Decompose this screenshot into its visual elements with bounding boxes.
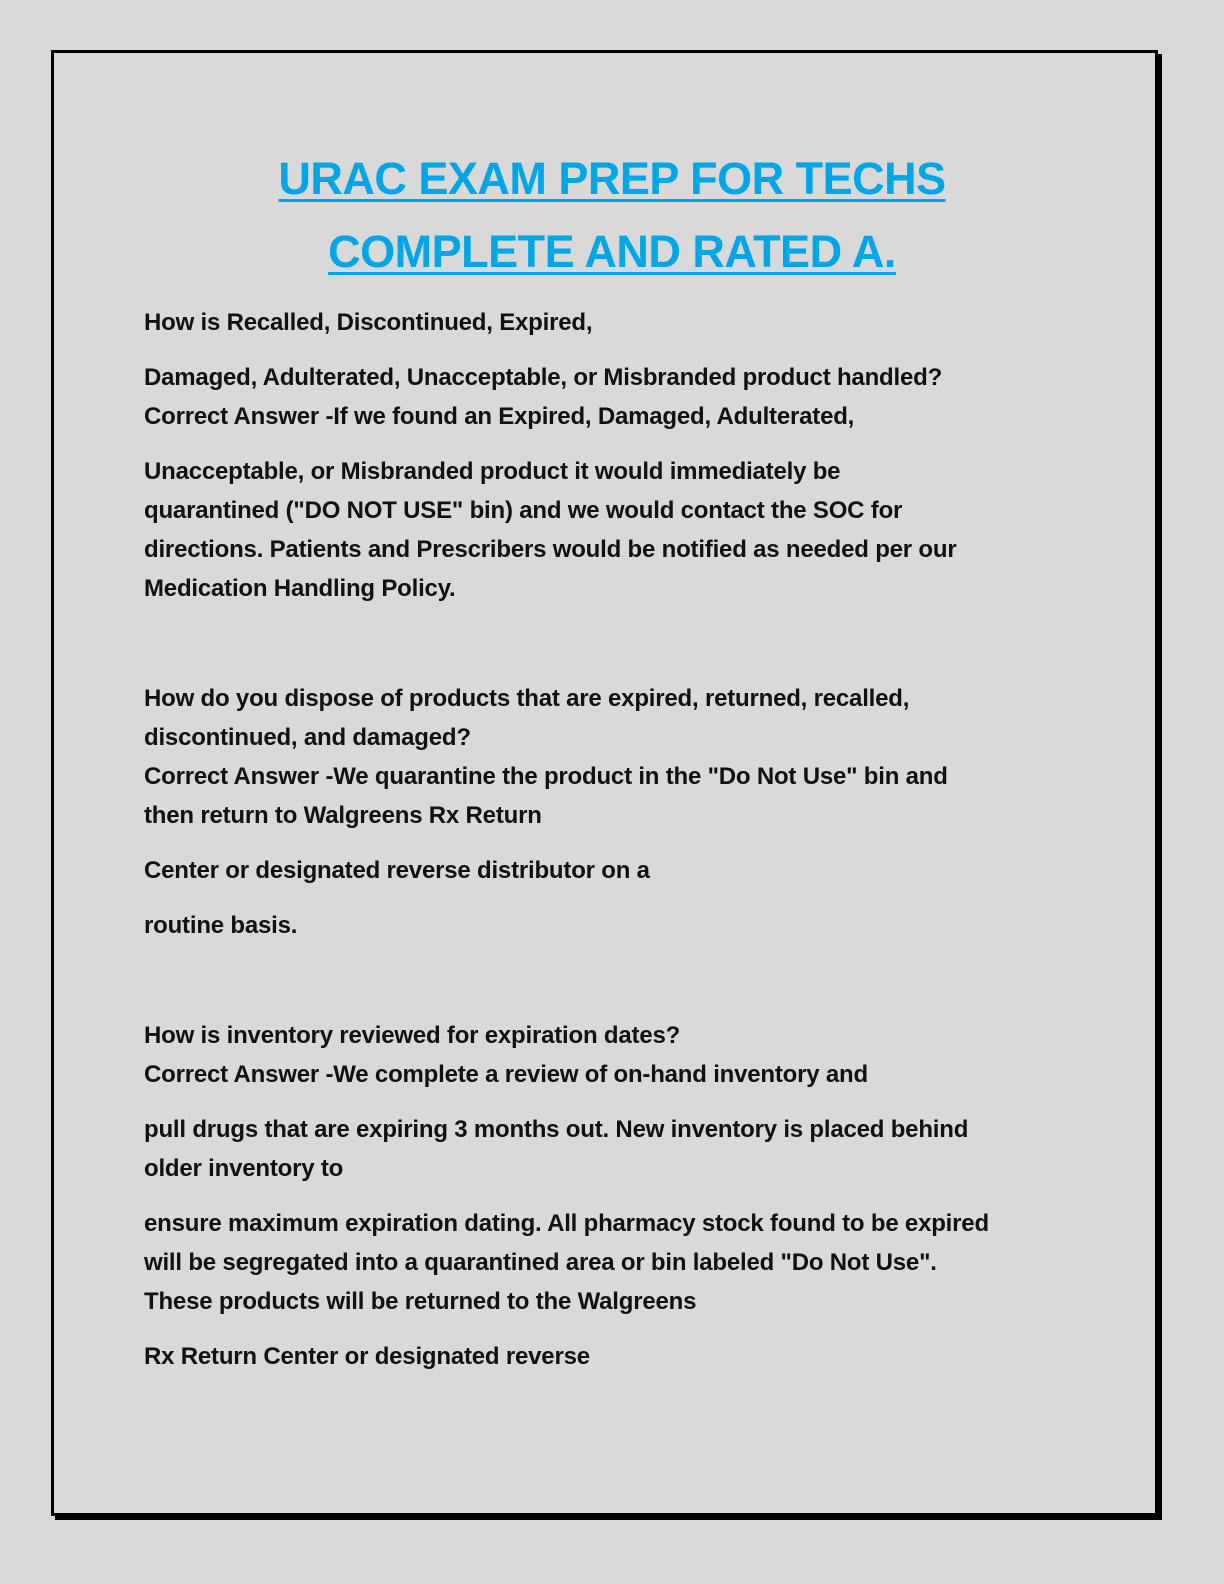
q1-answer-line-4: directions. Patients and Prescribers would be notified as needed per our: [144, 536, 957, 563]
q3-answer-line-5: will be segregated into a quarantined area or bin labeled "Do Not Use".: [144, 1249, 937, 1276]
q2-answer-line-2: then return to Walgreens Rx Return: [144, 802, 542, 829]
q1-answer-line-2: Unacceptable, or Misbranded product it would immediately be: [144, 458, 841, 485]
q2-answer-line-1: Correct Answer -We quarantine the product in the "Do Not Use" bin and: [144, 763, 948, 790]
q3-answer-line-1: Correct Answer -We complete a review of on-hand inventory and: [144, 1061, 868, 1088]
document-title-line-1: URAC EXAM PREP FOR TECHS: [278, 153, 946, 204]
q3-answer-line-3: older inventory to: [144, 1155, 344, 1182]
q1-answer-line-1: Correct Answer -If we found an Expired, Damaged, Adulterated,: [144, 403, 855, 430]
q1-answer-line-5: Medication Handling Policy.: [144, 575, 456, 602]
document-title-line-2: COMPLETE AND RATED A.: [328, 226, 896, 277]
q2-question-line-2: discontinued, and damaged?: [144, 724, 471, 751]
q1-question-line-1: How is Recalled, Discontinued, Expired,: [144, 309, 593, 336]
q3-answer-line-2: pull drugs that are expiring 3 months out. New inventory is placed behind: [144, 1116, 969, 1143]
q3-question-line-1: How is inventory reviewed for expiration dates?: [144, 1022, 681, 1049]
q2-answer-line-4: routine basis.: [144, 912, 298, 939]
q1-question-line-2: Damaged, Adulterated, Unacceptable, or Misbranded product handled?: [144, 364, 943, 391]
q3-answer-line-4: ensure maximum expiration dating. All pharmacy stock found to be expired: [144, 1210, 989, 1237]
q1-answer-line-3: quarantined ("DO NOT USE" bin) and we would contact the SOC for: [144, 497, 903, 524]
q2-answer-line-3: Center or designated reverse distributor on a: [144, 857, 650, 884]
q3-answer-line-6: These products will be returned to the Walgreens: [144, 1288, 697, 1315]
q3-answer-line-7: Rx Return Center or designated reverse: [144, 1343, 590, 1370]
q2-question-line-1: How do you dispose of products that are expired, returned, recalled,: [144, 685, 910, 712]
